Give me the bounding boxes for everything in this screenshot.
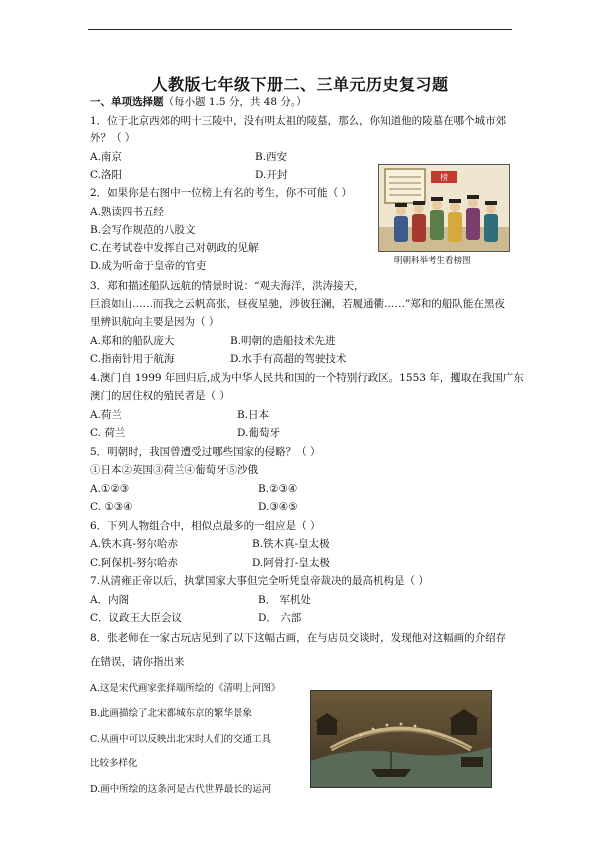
- q6-option-c: C.阿保机-努尔哈赤: [90, 557, 179, 569]
- riverside-scene-drawing: [311, 691, 491, 787]
- q4-option-d: D.葡萄牙: [237, 427, 280, 439]
- q7-option-b: B． 军机处: [258, 594, 312, 606]
- q8-option-d: D.画中所绘的这条河是古代世界最长的运河: [90, 784, 272, 795]
- q6-option-b: B.铁木真-皇太极: [252, 538, 330, 550]
- exam-notice-illustration: [378, 164, 510, 252]
- header-rule: [88, 29, 512, 30]
- q5-option-b: B.②③④: [258, 483, 298, 495]
- q2-stem: 2．如果你是右图中一位榜上有名的考生，你不可能（ ）: [90, 187, 353, 199]
- q5-option-c: C. ①③④: [90, 501, 133, 513]
- q2-option-c: C.在考试卷中发挥自己对朝政的见解: [90, 242, 259, 254]
- q5-list: ①日本②英国③荷兰④葡萄牙⑤沙俄: [90, 464, 258, 476]
- q1-option-d: D.开封: [255, 169, 288, 181]
- q1-stem-line1: 1．位于北京西郊的明十三陵中，没有明太祖的陵墓，那么，你知道他的陵墓在哪个城市郊: [90, 115, 507, 127]
- q1-option-a: A.南京: [90, 151, 122, 163]
- q3-stem-line1: 3．郑和描述船队远航的情景时说：“观夫海洋，洪涛接天，: [90, 280, 365, 292]
- q5-option-d: D.③④⑤: [258, 501, 298, 513]
- q2-option-d: D.成为听命于皇帝的官吏: [90, 260, 207, 272]
- q3-option-b: B.明朝的造船技术先进: [230, 335, 336, 347]
- q8-option-b: B.此画描绘了北宋都城东京的繁华景象: [90, 708, 253, 719]
- section-note: （每小题 1.5 分，共 48 分。）: [163, 96, 307, 108]
- q7-stem: 7.从清雍正帝以后，执掌国家大事但完全听凭皇帝裁决的最高机构是（ ）: [90, 575, 429, 587]
- q8-option-c-line2: 比较多样化: [90, 758, 138, 769]
- section-heading: [90, 95, 307, 109]
- q7-option-c: C．议政王大臣会议: [90, 612, 183, 624]
- section-title: 一、单项选择题: [90, 96, 164, 108]
- q8-stem-line1: 8．张老师在一家古玩店见到了以下这幅古画，在与店员交谈时，发现他对这幅画的介绍存: [90, 632, 507, 644]
- q8-stem-line2: 在错误，请你指出来: [90, 656, 185, 668]
- q3-option-d: D.水手有高超的驾驶技术: [230, 353, 347, 365]
- q2-option-b: B.会写作规范的八股文: [90, 224, 196, 236]
- exam-notice-drawing: [379, 165, 509, 251]
- q4-stem-line2: 澳门的居住权的殖民者是（ ）: [90, 390, 230, 402]
- q1-stem-line2: 外？（ ）: [90, 132, 136, 144]
- figure-caption: 明朝科举考生看榜图: [394, 256, 471, 266]
- q1-option-b: B.西安: [255, 151, 288, 163]
- q2-option-a: A.熟读四书五经: [90, 206, 164, 218]
- q6-option-a: A.铁木真-努尔哈赤: [90, 538, 178, 550]
- q4-option-c: C. 荷兰: [90, 427, 126, 439]
- q3-stem-line2: 巨浪如山……而我之云帆高张，昼夜星驰，涉彼狂澜，若履通衢……”郑和的船队能在黑夜: [90, 298, 505, 310]
- q3-option-c: C.指南针用于航海: [90, 353, 175, 365]
- ancient-painting-image: [310, 690, 492, 788]
- q5-stem: 5．明朝时，我国曾遭受过哪些国家的侵略？（ ）: [90, 446, 321, 458]
- q4-stem-line1: 4.澳门自 1999 年回归后,成为中华人民共和国的一个特别行政区。1553 年，攫取在我国广东: [90, 372, 524, 384]
- q7-option-a: A．内阁: [90, 594, 130, 606]
- q8-option-a: A.这是宋代画家张择端所绘的《清明上河图》: [90, 683, 281, 694]
- q5-option-a: A.①②③: [90, 483, 130, 495]
- q1-option-c: C.洛阳: [90, 169, 122, 181]
- q6-option-d: D.阿骨打-皇太极: [252, 557, 330, 569]
- q8-option-c-line1: C.从画中可以反映出北宋时人们的交通工具: [90, 734, 271, 745]
- q7-option-d: D． 六部: [258, 612, 302, 624]
- q4-option-b: B.日本: [237, 409, 270, 421]
- sign-text: 榜: [440, 173, 448, 182]
- q3-option-a: A.郑和的船队庞大: [90, 335, 175, 347]
- q6-stem: 6．下列人物组合中，相似点最多的一组应是（ ）: [90, 520, 321, 532]
- page-title: 人教版七年级下册二、三单元历史复习题: [151, 75, 449, 94]
- q4-option-a: A.荷兰: [90, 409, 122, 421]
- q3-stem-line3: 里辨识航向主要是因为（ ）: [90, 316, 220, 328]
